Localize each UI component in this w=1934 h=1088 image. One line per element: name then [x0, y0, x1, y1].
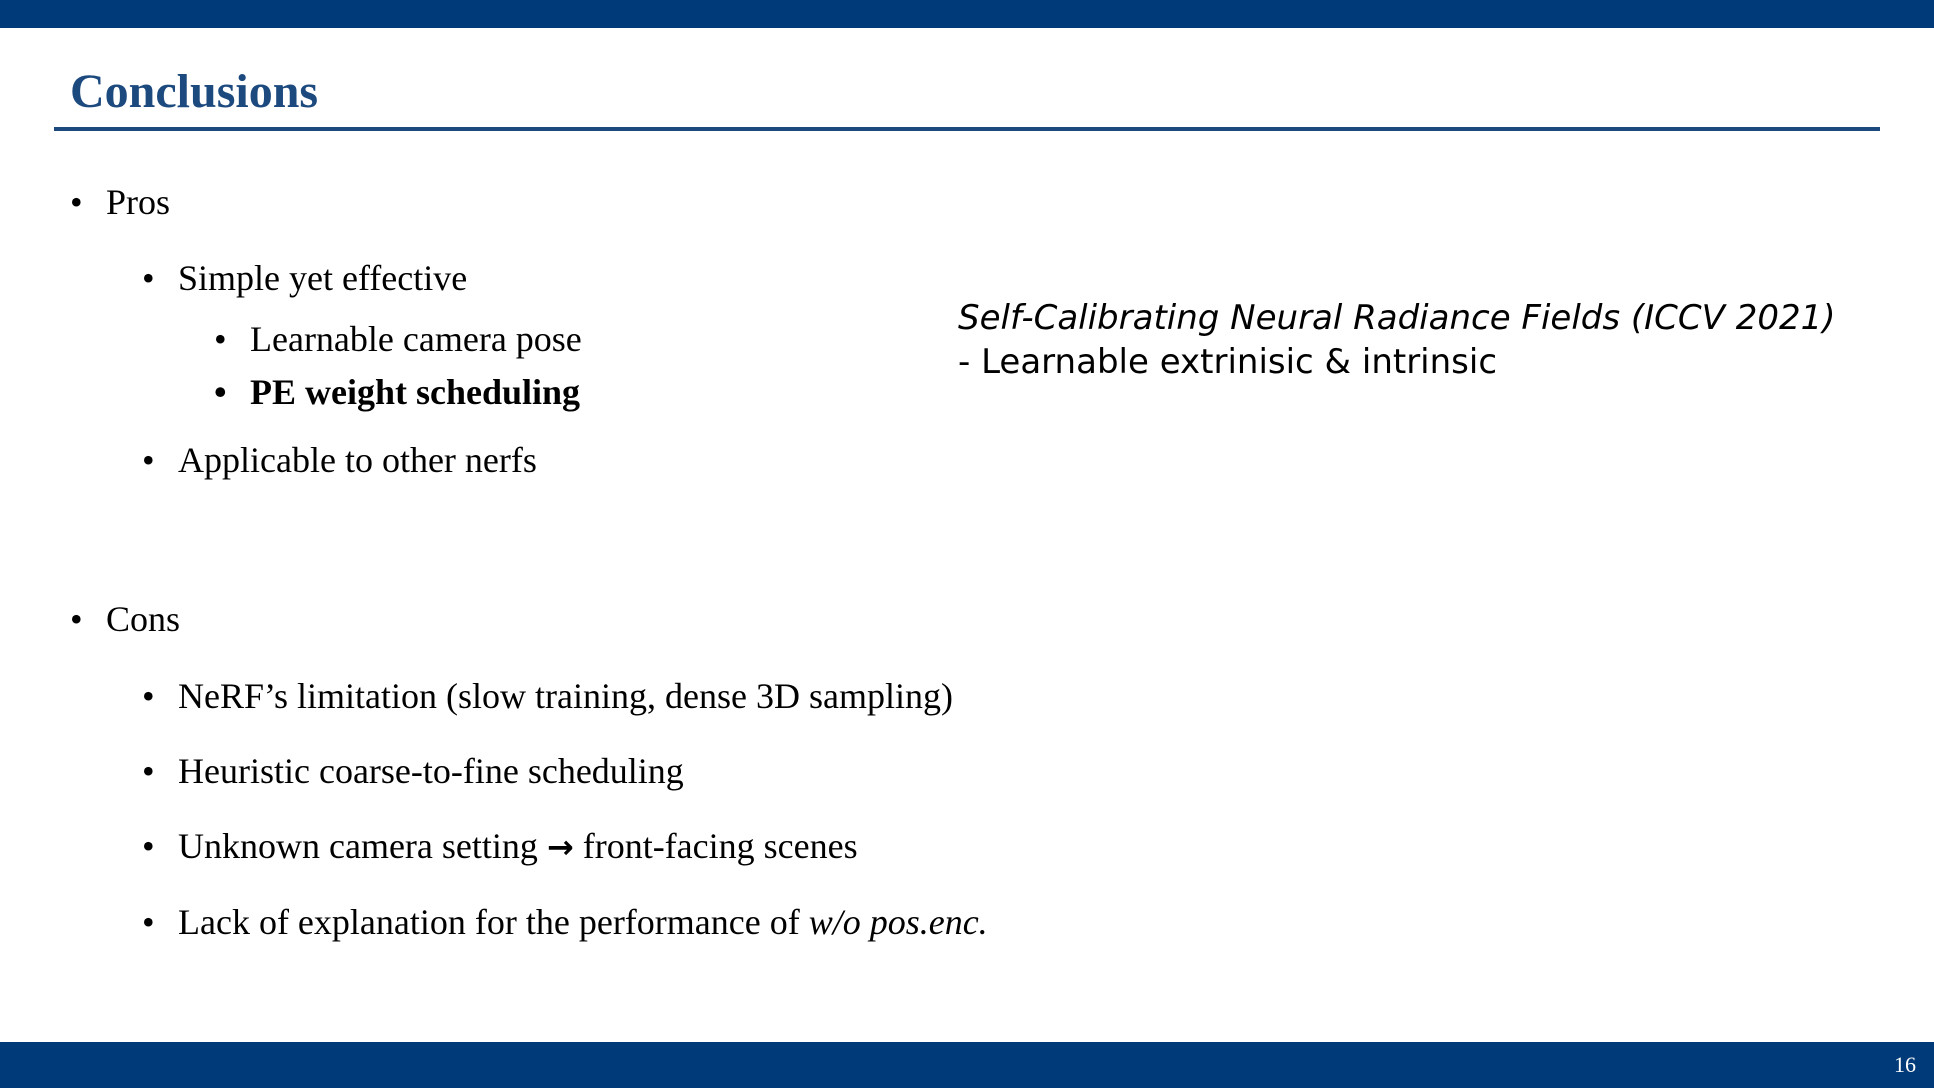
bullet-icon: •: [214, 319, 227, 359]
bullet-icon: •: [142, 751, 155, 791]
reference-title: Self-Calibrating Neural Radiance Fields (ICCV 2021): [958, 298, 1836, 338]
bullet-icon: •: [142, 902, 155, 942]
top-bar: [0, 0, 1934, 28]
bullet-icon: •: [142, 258, 155, 298]
bullet-icon: •: [142, 440, 155, 480]
list-item-text: Applicable to other nerfs: [178, 440, 537, 480]
cons-label: Cons: [106, 599, 181, 639]
list-item-text: Learnable camera pose: [250, 319, 582, 359]
list-item-text: [178, 900, 988, 944]
list-item-text: Heuristic coarse-to-fine scheduling: [178, 751, 684, 791]
bullet-icon: •: [214, 372, 227, 412]
list-item-text: PE weight scheduling: [250, 372, 581, 412]
list-item-text: Simple yet effective: [178, 258, 468, 298]
reference-note: [958, 296, 1836, 384]
reference-subtitle: - Learnable extrinisic & intrinsic: [958, 342, 1498, 382]
page-number: 16: [1894, 1052, 1916, 1077]
bullet-icon: •: [142, 676, 155, 716]
bullet-icon: •: [70, 599, 83, 639]
slide-title: Conclusions: [70, 65, 319, 118]
list-item-text: NeRF’s limitation (slow training, dense 3D sampling): [178, 676, 953, 716]
bullet-icon: •: [70, 182, 83, 222]
right-arrow-icon: →: [546, 828, 574, 866]
list-item-text: [178, 824, 858, 869]
bullet-icon: •: [142, 826, 155, 866]
list-item-text-emphasis: w/o pos.enc.: [808, 902, 988, 942]
pros-label: Pros: [106, 182, 171, 222]
list-item-text-part: Unknown camera setting: [178, 826, 538, 866]
bottom-bar: [0, 1042, 1934, 1088]
list-item-text-part: front-facing scenes: [582, 826, 858, 866]
title-divider: [54, 127, 1880, 131]
list-item-text-part: Lack of explanation for the performance of: [178, 902, 809, 942]
